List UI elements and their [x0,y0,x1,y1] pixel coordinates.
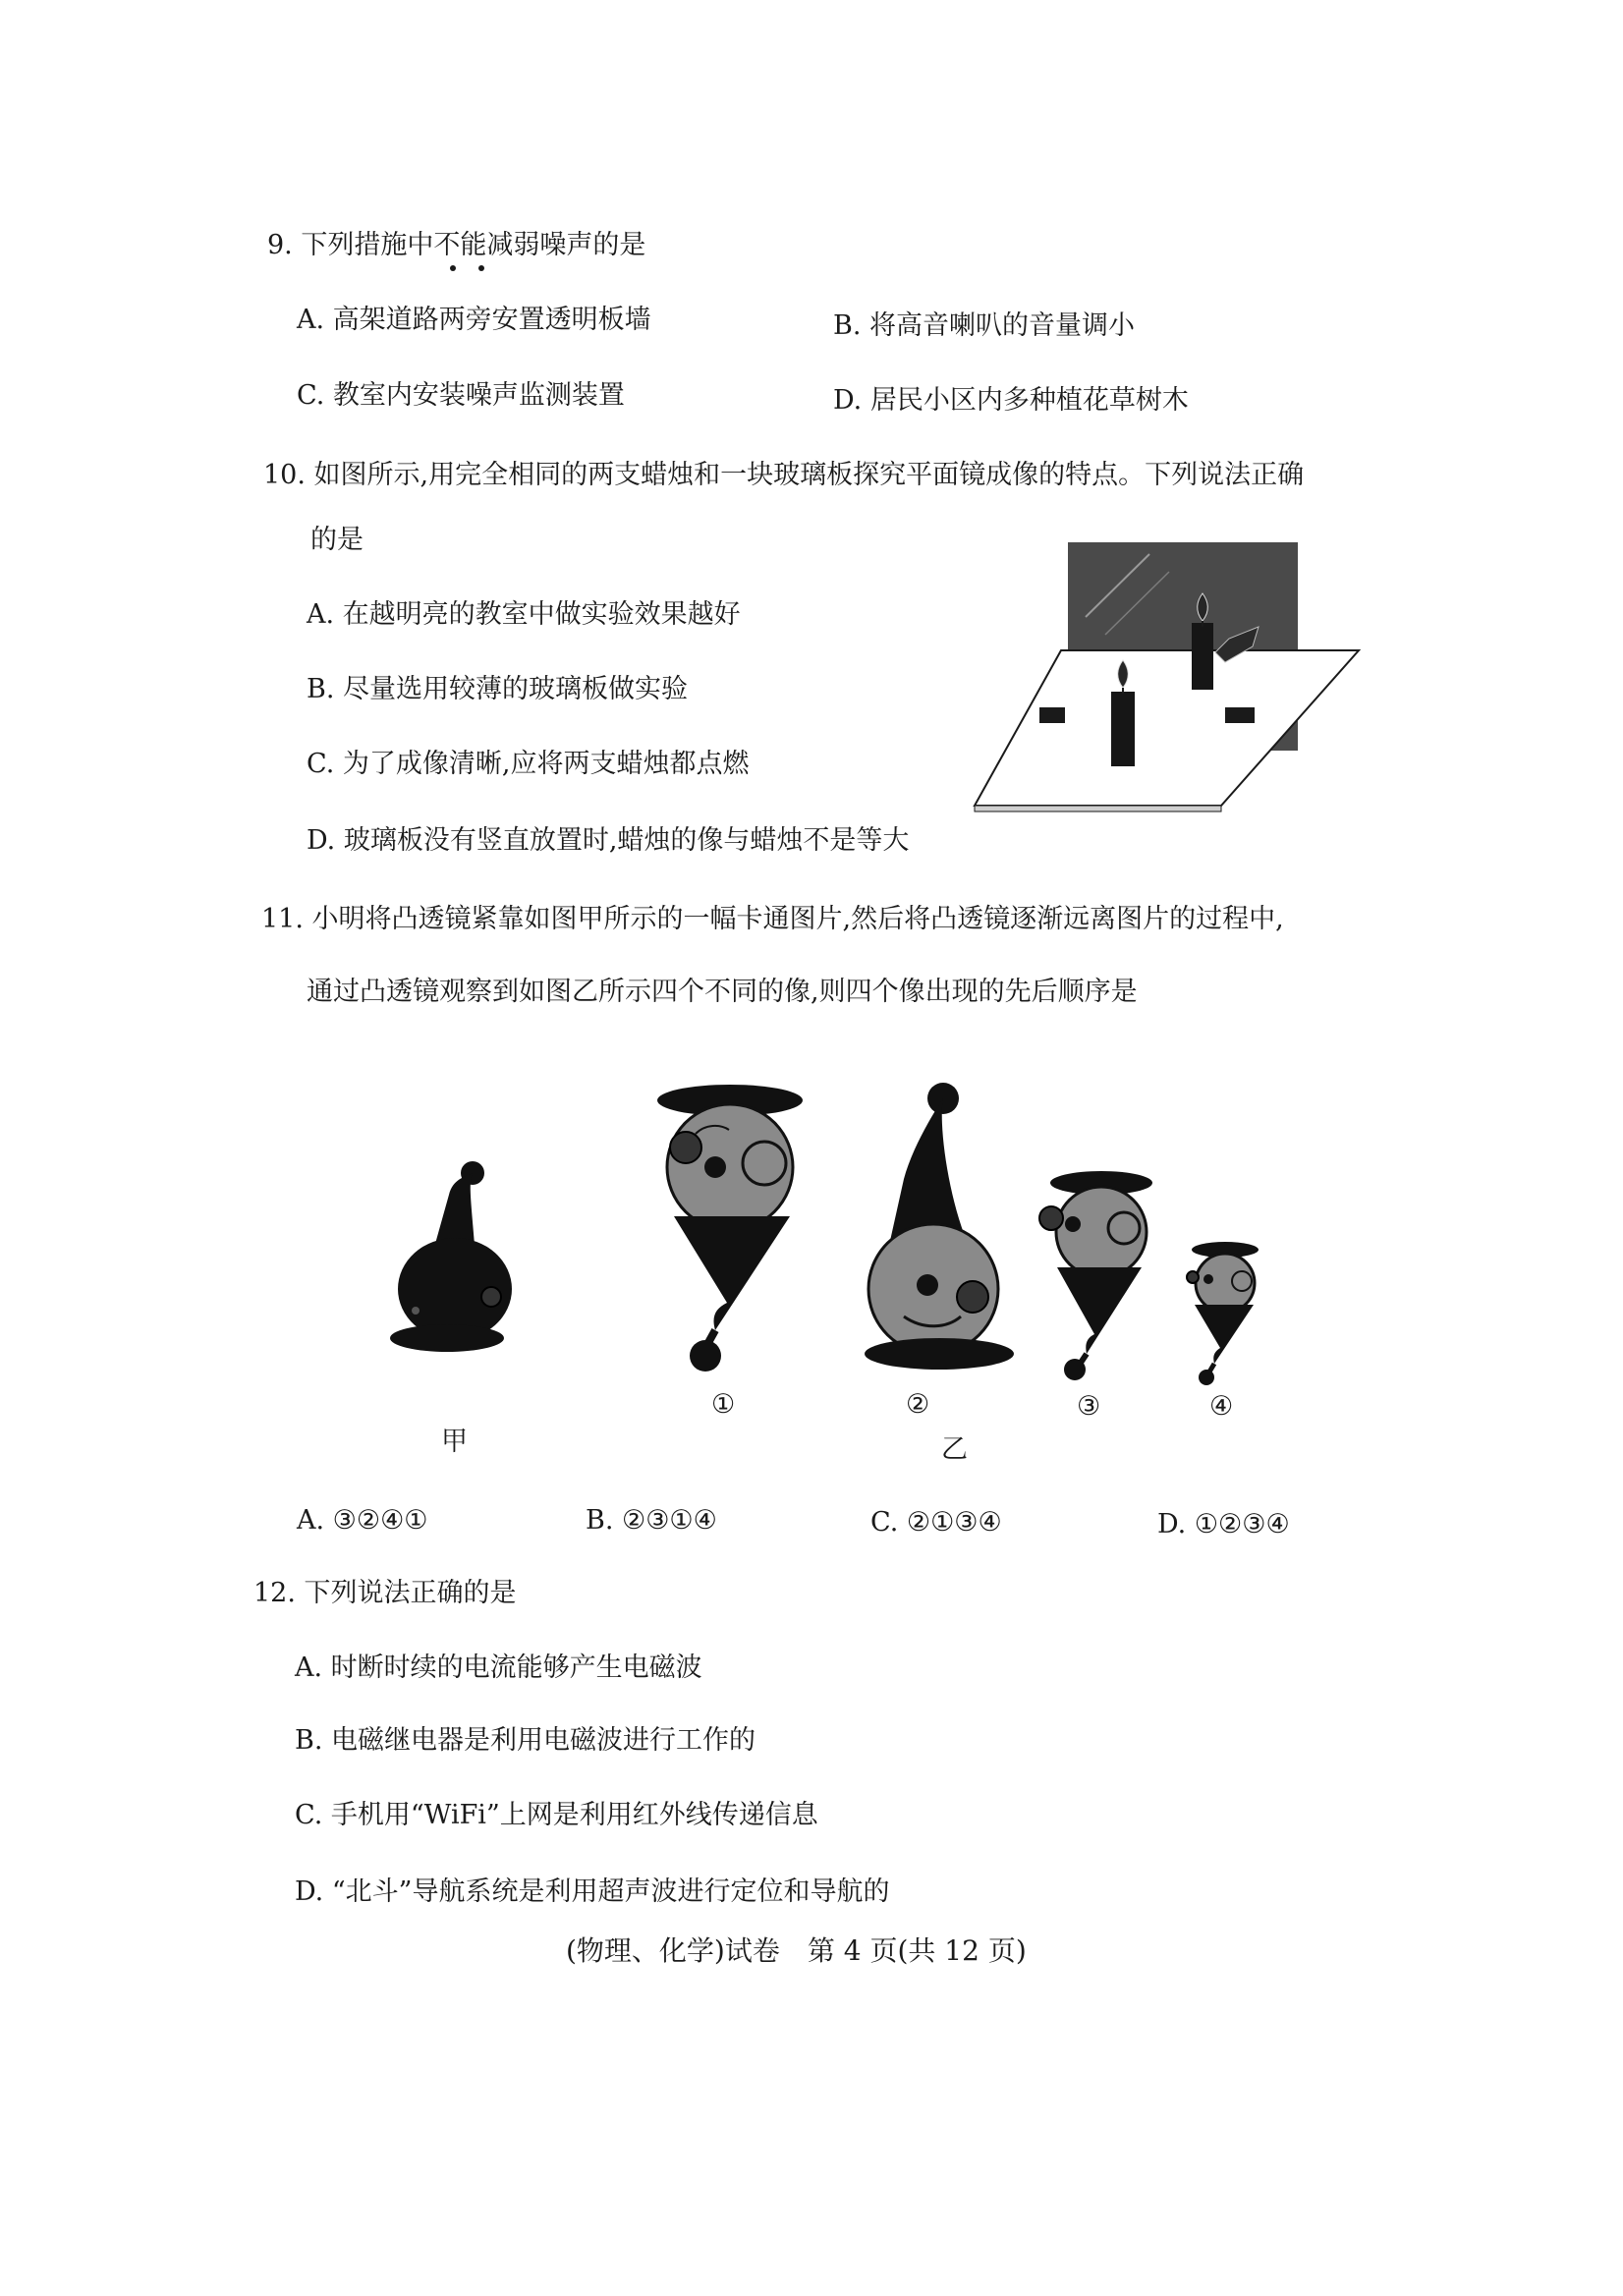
q12-option-a: A. 时断时续的电流能够产生电磁波 [295,1652,702,1683]
q11-option-d: D. ①②③④ [1157,1509,1290,1540]
q12-option-b: B. 电磁继电器是利用电磁波进行工作的 [295,1725,756,1756]
page-footer: (物理、化学)试卷 第 4 页(共 12 页) [566,1934,1027,1967]
q10-stem-cont: 的是 [310,525,364,555]
cartoon-image-4 [1181,1238,1269,1395]
q10-option-a: A. 在越明亮的教室中做实验效果越好 [307,599,741,630]
emphasis-dot [450,265,456,271]
q10-option-d: D. 玻璃板没有竖直放置时,蜡烛的像与蜡烛不是等大 [307,825,910,856]
q11-stem: 11. 小明将凸透镜紧靠如图甲所示的一幅卡通图片,然后将凸透镜逐渐远离图片的过程中, [261,904,1284,934]
figure-label-jia: 甲 [441,1427,468,1457]
q9-option-a: A. 高架道路两旁安置透明板墙 [297,305,651,335]
figure-label-3: ③ [1077,1391,1101,1422]
q11-option-b: B. ②③①④ [586,1505,717,1536]
q9-stem: 9. 下列措施中不能减弱噪声的是 [267,230,646,260]
figure-label-1: ① [711,1389,736,1420]
q9-option-c: C. 教室内安装噪声监测装置 [297,380,625,411]
q10-option-c: C. 为了成像清晰,应将两支蜡烛都点燃 [307,749,750,779]
q12-stem: 12. 下列说法正确的是 [253,1578,517,1608]
mirror-experiment-figure [968,538,1380,823]
q12-option-d: D. “北斗”导航系统是利用超声波进行定位和导航的 [295,1876,890,1907]
figure-label-yi: 乙 [941,1434,968,1465]
q10-stem: 10. 如图所示,用完全相同的两支蜡烛和一块玻璃板探究平面镜成像的特点。下列说法正确 [263,460,1305,490]
cartoon-image-1 [646,1069,813,1383]
cartoon-image-2 [845,1071,1022,1385]
cartoon-figure-jia [388,1142,526,1368]
q9-option-b: B. 将高音喇叭的音量调小 [833,310,1136,341]
q11-stem-cont: 通过凸透镜观察到如图乙所示四个不同的像,则四个像出现的先后顺序是 [307,977,1138,1007]
q9-option-d: D. 居民小区内多种植花草树木 [833,385,1189,416]
emphasis-dot [478,265,484,271]
figure-label-2: ② [906,1389,930,1420]
q11-option-a: A. ③②④① [297,1505,428,1536]
q12-option-c: C. 手机用“WiFi”上网是利用红外线传递信息 [295,1800,818,1830]
cartoon-image-3 [1039,1165,1157,1391]
figure-label-4: ④ [1209,1391,1234,1422]
q11-option-c: C. ②①③④ [870,1507,1002,1538]
q10-option-b: B. 尽量选用较薄的玻璃板做实验 [307,674,689,704]
